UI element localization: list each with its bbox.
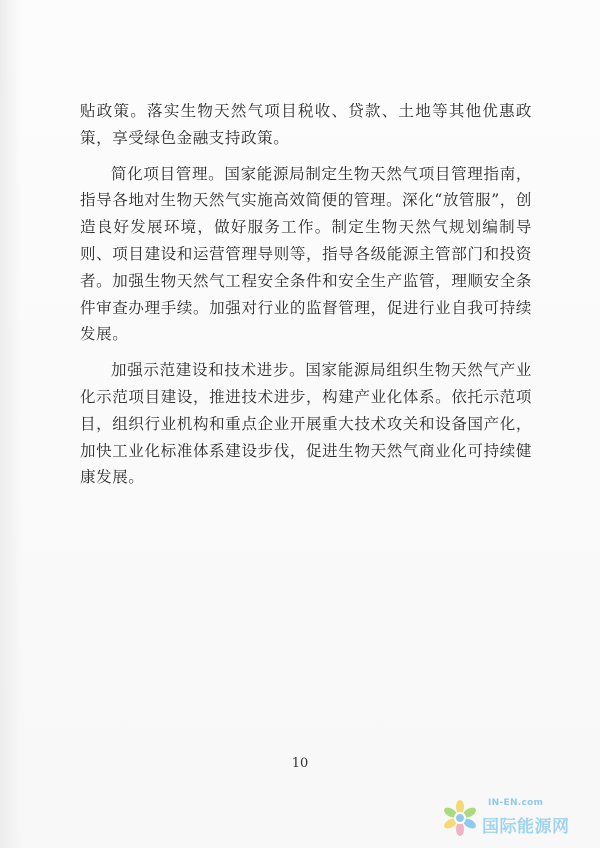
sun-flower-logo-icon — [440, 798, 480, 838]
page-number: 10 — [291, 756, 309, 771]
watermark — [440, 796, 590, 840]
paragraph-simplify-management: 简化项目管理。国家能源局制定生物天然气项目管理指南，指导各地对生物天然气实施高效简便的管理。深化“放管服”，创造良好发展环境，做好服务工作。制定生物天然气规划编制导则、项目建设和运营管理导则等，指导各级能源主管部门和投资者。加强生物天然气工程安全条件和安全生产监管，理顺安全条件审查办理手续。加强对行业的监督管理，促进行业自我可持续发展。 — [80, 164, 532, 344]
paragraph-demonstration-tech: 加强示范建设和技术进步。国家能源局组织生物天然气产业化示范项目建设，推进技术进步，构建产业化体系。依托示范项目，组织行业机构和重点企业开展重大技术攻关和设备国产化，加快工业化标准体系建设步伐，促进生物天然气商业化可持续健康发展。 — [80, 361, 532, 487]
scan-edge-shadow — [0, 0, 22, 848]
document-body — [80, 98, 532, 500]
watermark-name: 国际能源网 — [482, 817, 570, 837]
watermark-url: IN-EN.com — [488, 798, 544, 808]
paragraph-subsidy-policy: 贴政策。落实生物天然气项目税收、贷款、土地等其他优惠政策，享受绿色金融支持政策。 — [80, 102, 532, 147]
